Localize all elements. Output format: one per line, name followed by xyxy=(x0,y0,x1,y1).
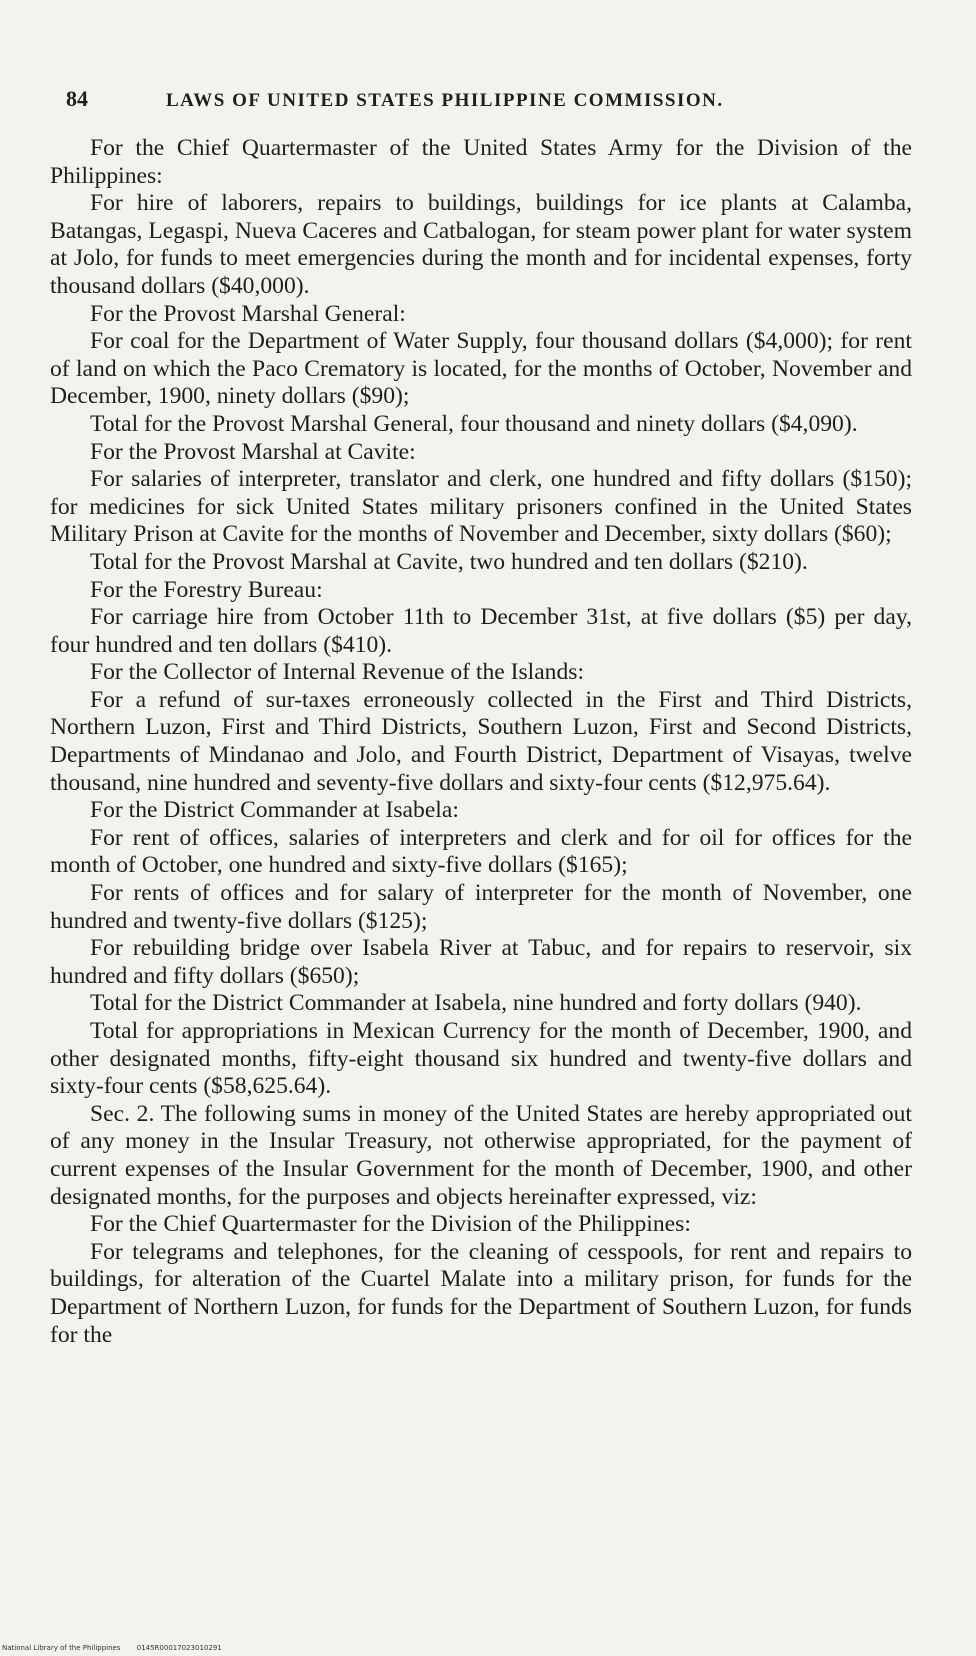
scan-code: 0145R00017023010291 xyxy=(136,1644,222,1652)
running-head: LAWS OF UNITED STATES PHILIPPINE COMMISSION. xyxy=(166,90,724,111)
paragraph: Total for the District Commander at Isabela, nine hundred and forty dollars (940). xyxy=(90,990,862,1017)
paragraph: For salaries of interpreter, translator and clerk, one hundred and fifty dollars ($150); for medicines for sick United States military prisoners confined in the United States Military Prison at Cavite for the months of November and December, sixty dollars ($60); xyxy=(50,466,912,548)
paragraph: For a refund of sur-taxes erroneously collected in the First and Third Districts, Northern Luzon, First and Third Districts, Southern Luzon, First and Second Districts, Departments of Mindanao and Jolo, and Fourth District, Department of Visayas, twelve thousand, nine hundred and seventy-five dollars and sixty-four cents ($12,975.64). xyxy=(50,686,912,796)
paragraph: For the Provost Marshal General: xyxy=(90,300,406,327)
paragraph: For carriage hire from October 11th to December 31st, at five dollars ($5) per day, four hundred and ten dollars ($410). xyxy=(50,604,912,658)
paragraph: Total for the Provost Marshal at Cavite, two hundred and ten dollars ($210). xyxy=(90,548,808,575)
scan-footer xyxy=(2,1644,236,1652)
paragraph: For rebuilding bridge over Isabela River at Tabuc, and for repairs to reservoir, six hundred and fifty dollars ($650); xyxy=(50,935,912,989)
paragraph: For the Chief Quartermaster for the Division of the Philippines: xyxy=(90,1211,691,1238)
paragraph: For the Provost Marshal at Cavite: xyxy=(90,438,416,465)
paragraph: For the Chief Quartermaster of the United States Army for the Division of the Philippines: xyxy=(50,135,912,189)
paragraph: For the Collector of Internal Revenue of the Islands: xyxy=(90,659,585,686)
paragraph: For rent of offices, salaries of interpreters and clerk and for oil for offices for the month of October, one hundred and sixty-five dollars ($165); xyxy=(50,824,912,879)
paragraph: For telegrams and telephones, for the cleaning of cesspools, for rent and repairs to buildings, for alteration of the Cuartel Malate into a military prison, for funds for the Department of Northern Luzon, for funds for the Department of Southern Luzon, for funds for the xyxy=(50,1238,912,1348)
paragraph: For hire of laborers, repairs to buildings, buildings for ice plants at Calamba, Batangas, Legaspi, Nueva Caceres and Catbalogan, for steam power plant for water system at Jolo, for funds to meet emergencies during the month and for incidental expenses, forty thousand dollars ($40,000). xyxy=(50,190,912,299)
paragraph: Total for appropriations in Mexican Currency for the month of December, 1900, and other designated months, fifty-eight thousand six hundred and twenty-five dollars and sixty-four cents ($58,625.64). xyxy=(50,1018,912,1100)
section-paragraph: Sec. 2. The following sums in money of the United States are hereby appropriated out of any money in the Insular Treasury, not otherwise appropriated, for the payment of current expenses of the Insular Government for the month of December, 1900, and other designated months, for the purposes and objects hereinafter expressed, viz: xyxy=(50,1100,912,1210)
page-header xyxy=(66,86,926,120)
paragraph: Total for the Provost Marshal General, four thousand and ninety dollars ($4,090). xyxy=(90,410,858,437)
paragraph: For the District Commander at Isabela: xyxy=(90,797,459,824)
page-number: 84 xyxy=(66,86,88,111)
body-text xyxy=(50,135,912,1349)
paragraph: For coal for the Department of Water Supply, four thousand dollars ($4,000); for rent of land on which the Paco Crematory is located, for the months of October, November and December, 1900, ninety dollars ($90); xyxy=(50,328,912,410)
paragraph: For rents of offices and for salary of interpreter for the month of November, one hundred and twenty-five dollars ($125); xyxy=(50,880,912,934)
paragraph: For the Forestry Bureau: xyxy=(90,576,323,603)
library-credit: National Library of the Philippines xyxy=(2,1644,121,1652)
